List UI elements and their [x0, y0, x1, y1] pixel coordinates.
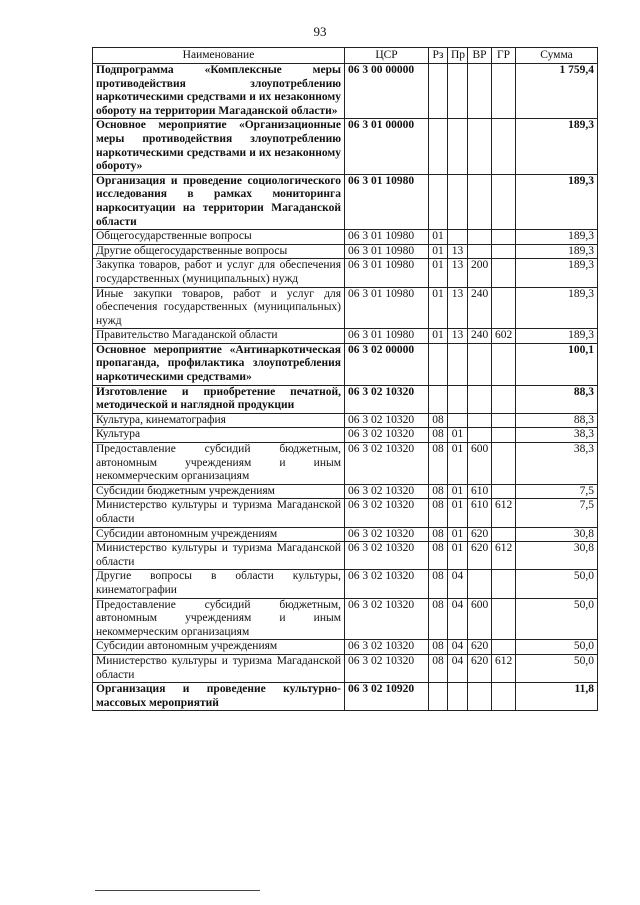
cell-rz: 01: [429, 287, 448, 329]
cell-gr: [492, 413, 516, 428]
cell-vr: [468, 174, 492, 229]
cell-sum: 7,5: [516, 484, 598, 499]
table-row: [93, 654, 598, 682]
cell-pr: 04: [448, 640, 468, 655]
header-vr: ВР: [468, 48, 492, 64]
cell-sum: 50,0: [516, 640, 598, 655]
cell-gr: [492, 119, 516, 174]
cell-name: Культура, кинематография: [93, 413, 345, 428]
cell-name: Правительство Магаданской области: [93, 329, 345, 344]
cell-rz: 08: [429, 428, 448, 443]
cell-csr: 06 3 01 00000: [345, 119, 429, 174]
cell-name: Подпрограмма «Комплексные меры противодействия злоупотреблению наркотическими средствами и их незаконному обороту на территории Магаданской области»: [93, 64, 345, 119]
cell-pr: 01: [448, 527, 468, 542]
table-row: [93, 428, 598, 443]
cell-pr: [448, 343, 468, 385]
cell-csr: 06 3 02 10320: [345, 385, 429, 413]
cell-name: Субсидии бюджетным учреждениям: [93, 484, 345, 499]
cell-vr: [468, 428, 492, 443]
cell-vr: 240: [468, 329, 492, 344]
cell-vr: 600: [468, 443, 492, 485]
cell-gr: [492, 484, 516, 499]
cell-pr: [448, 230, 468, 245]
cell-gr: [492, 443, 516, 485]
cell-sum: 189,3: [516, 174, 598, 229]
cell-rz: 08: [429, 640, 448, 655]
cell-gr: [492, 259, 516, 287]
cell-csr: 06 3 01 10980: [345, 329, 429, 344]
cell-rz: 08: [429, 413, 448, 428]
cell-sum: 38,3: [516, 428, 598, 443]
cell-gr: 612: [492, 654, 516, 682]
cell-vr: 620: [468, 542, 492, 570]
cell-pr: 04: [448, 570, 468, 598]
header-name: Наименование: [93, 48, 345, 64]
cell-csr: 06 3 01 10980: [345, 230, 429, 245]
cell-gr: 602: [492, 329, 516, 344]
cell-csr: 06 3 02 10320: [345, 484, 429, 499]
cell-vr: 600: [468, 598, 492, 640]
cell-gr: [492, 570, 516, 598]
cell-vr: [468, 244, 492, 259]
cell-pr: [448, 174, 468, 229]
cell-csr: 06 3 02 10320: [345, 527, 429, 542]
cell-vr: 620: [468, 640, 492, 655]
cell-gr: [492, 287, 516, 329]
cell-rz: 01: [429, 259, 448, 287]
header-row: [93, 48, 598, 64]
table-row: [93, 443, 598, 485]
cell-csr: 06 3 02 10320: [345, 654, 429, 682]
cell-gr: [492, 527, 516, 542]
cell-vr: [468, 413, 492, 428]
cell-sum: 1 759,4: [516, 64, 598, 119]
table-row: [93, 64, 598, 119]
cell-name: Закупка товаров, работ и услуг для обеспечения государственных (муниципальных) нужд: [93, 259, 345, 287]
cell-csr: 06 3 00 00000: [345, 64, 429, 119]
cell-sum: 189,3: [516, 230, 598, 245]
header-sum: Сумма: [516, 48, 598, 64]
cell-csr: 06 3 02 10320: [345, 428, 429, 443]
cell-sum: 38,3: [516, 443, 598, 485]
cell-vr: 200: [468, 259, 492, 287]
table-row: [93, 287, 598, 329]
table-row: [93, 230, 598, 245]
cell-sum: 88,3: [516, 385, 598, 413]
cell-rz: 08: [429, 654, 448, 682]
page-number: 93: [313, 24, 327, 39]
cell-rz: 08: [429, 499, 448, 527]
budget-table: [92, 47, 598, 711]
cell-gr: [492, 640, 516, 655]
cell-name: Министерство культуры и туризма Магаданской области: [93, 542, 345, 570]
cell-rz: [429, 385, 448, 413]
cell-vr: 610: [468, 499, 492, 527]
cell-sum: 189,3: [516, 119, 598, 174]
cell-pr: 13: [448, 259, 468, 287]
cell-name: Основное мероприятие «Организационные меры противодействия злоупотреблению наркотическими средствами и их незаконному обороту»: [93, 119, 345, 174]
cell-sum: 11,8: [516, 683, 598, 711]
cell-pr: 04: [448, 654, 468, 682]
cell-name: Другие общегосударственные вопросы: [93, 244, 345, 259]
cell-vr: [468, 570, 492, 598]
cell-vr: [468, 230, 492, 245]
header-rz: Рз: [429, 48, 448, 64]
cell-vr: 610: [468, 484, 492, 499]
cell-name: Основное мероприятие «Антинаркотическая пропаганда, профилактика злоупотребления наркотическими средствами»: [93, 343, 345, 385]
table-row: [93, 683, 598, 711]
cell-sum: 189,3: [516, 329, 598, 344]
cell-rz: 01: [429, 329, 448, 344]
footnote-divider: [95, 890, 260, 891]
cell-vr: [468, 683, 492, 711]
table-row: [93, 527, 598, 542]
cell-gr: [492, 174, 516, 229]
cell-gr: [492, 343, 516, 385]
cell-rz: 08: [429, 484, 448, 499]
cell-rz: 08: [429, 527, 448, 542]
table-row: [93, 174, 598, 229]
cell-rz: [429, 343, 448, 385]
table-row: [93, 343, 598, 385]
cell-gr: [492, 683, 516, 711]
cell-pr: 13: [448, 329, 468, 344]
cell-vr: 620: [468, 654, 492, 682]
cell-rz: 01: [429, 244, 448, 259]
cell-sum: 50,0: [516, 654, 598, 682]
cell-pr: 13: [448, 244, 468, 259]
cell-csr: 06 3 01 10980: [345, 287, 429, 329]
cell-rz: [429, 64, 448, 119]
cell-gr: [492, 244, 516, 259]
cell-csr: 06 3 02 10320: [345, 542, 429, 570]
cell-vr: 620: [468, 527, 492, 542]
table-row: [93, 570, 598, 598]
table-row: [93, 329, 598, 344]
cell-csr: 06 3 02 10320: [345, 598, 429, 640]
cell-csr: 06 3 02 10320: [345, 499, 429, 527]
cell-name: Предоставление субсидий бюджетным, автономным учреждениям и иным некоммерческим организациям: [93, 443, 345, 485]
cell-vr: [468, 119, 492, 174]
table-row: [93, 259, 598, 287]
cell-name: Субсидии автономным учреждениям: [93, 640, 345, 655]
cell-name: Министерство культуры и туризма Магаданской области: [93, 499, 345, 527]
cell-sum: 88,3: [516, 413, 598, 428]
cell-csr: 06 3 02 00000: [345, 343, 429, 385]
cell-rz: 01: [429, 230, 448, 245]
cell-rz: 08: [429, 443, 448, 485]
cell-sum: 30,8: [516, 542, 598, 570]
table-row: [93, 542, 598, 570]
cell-name: Субсидии автономным учреждениям: [93, 527, 345, 542]
table-row: [93, 640, 598, 655]
cell-pr: 01: [448, 428, 468, 443]
table-row: [93, 484, 598, 499]
cell-pr: [448, 413, 468, 428]
cell-rz: 08: [429, 570, 448, 598]
cell-sum: 50,0: [516, 598, 598, 640]
cell-pr: 01: [448, 499, 468, 527]
cell-csr: 06 3 02 10320: [345, 413, 429, 428]
cell-name: Другие вопросы в области культуры, кинематографии: [93, 570, 345, 598]
cell-name: Общегосударственные вопросы: [93, 230, 345, 245]
cell-rz: [429, 174, 448, 229]
cell-pr: [448, 385, 468, 413]
cell-csr: 06 3 02 10920: [345, 683, 429, 711]
table-row: [93, 499, 598, 527]
cell-pr: [448, 64, 468, 119]
cell-name: Иные закупки товаров, работ и услуг для обеспечения государственных (муниципальных) нужд: [93, 287, 345, 329]
cell-csr: 06 3 01 10980: [345, 244, 429, 259]
cell-rz: 08: [429, 598, 448, 640]
table-body: [93, 64, 598, 711]
cell-sum: 189,3: [516, 244, 598, 259]
cell-name: Министерство культуры и туризма Магаданской области: [93, 654, 345, 682]
cell-vr: [468, 385, 492, 413]
cell-sum: 100,1: [516, 343, 598, 385]
table-row: [93, 385, 598, 413]
cell-pr: 01: [448, 443, 468, 485]
cell-pr: 04: [448, 598, 468, 640]
cell-sum: 7,5: [516, 499, 598, 527]
cell-sum: 50,0: [516, 570, 598, 598]
cell-pr: 13: [448, 287, 468, 329]
cell-csr: 06 3 02 10320: [345, 570, 429, 598]
cell-csr: 06 3 01 10980: [345, 259, 429, 287]
header-gr: ГР: [492, 48, 516, 64]
cell-csr: 06 3 02 10320: [345, 443, 429, 485]
header-csr: ЦСР: [345, 48, 429, 64]
cell-pr: [448, 683, 468, 711]
cell-csr: 06 3 02 10320: [345, 640, 429, 655]
cell-name: Культура: [93, 428, 345, 443]
table-row: [93, 413, 598, 428]
cell-name: Изготовление и приобретение печатной, методической и наглядной продукции: [93, 385, 345, 413]
cell-sum: 30,8: [516, 527, 598, 542]
cell-vr: [468, 343, 492, 385]
cell-gr: [492, 428, 516, 443]
cell-gr: 612: [492, 499, 516, 527]
cell-vr: [468, 64, 492, 119]
cell-name: Организация и проведение культурно-массовых мероприятий: [93, 683, 345, 711]
cell-gr: [492, 385, 516, 413]
cell-pr: 01: [448, 542, 468, 570]
cell-gr: [492, 598, 516, 640]
cell-pr: [448, 119, 468, 174]
cell-pr: 01: [448, 484, 468, 499]
cell-gr: [492, 64, 516, 119]
table-row: [93, 598, 598, 640]
cell-name: Организация и проведение социологического исследования в рамках мониторинга наркоситуации на территории Магаданской области: [93, 174, 345, 229]
table-row: [93, 119, 598, 174]
cell-rz: [429, 119, 448, 174]
cell-name: Предоставление субсидий бюджетным, автономным учреждениям и иным некоммерческим организациям: [93, 598, 345, 640]
cell-sum: 189,3: [516, 287, 598, 329]
cell-sum: 189,3: [516, 259, 598, 287]
cell-gr: [492, 230, 516, 245]
cell-csr: 06 3 01 10980: [345, 174, 429, 229]
table-row: [93, 244, 598, 259]
header-pr: Пр: [448, 48, 468, 64]
cell-rz: [429, 683, 448, 711]
cell-rz: 08: [429, 542, 448, 570]
cell-gr: 612: [492, 542, 516, 570]
cell-vr: 240: [468, 287, 492, 329]
